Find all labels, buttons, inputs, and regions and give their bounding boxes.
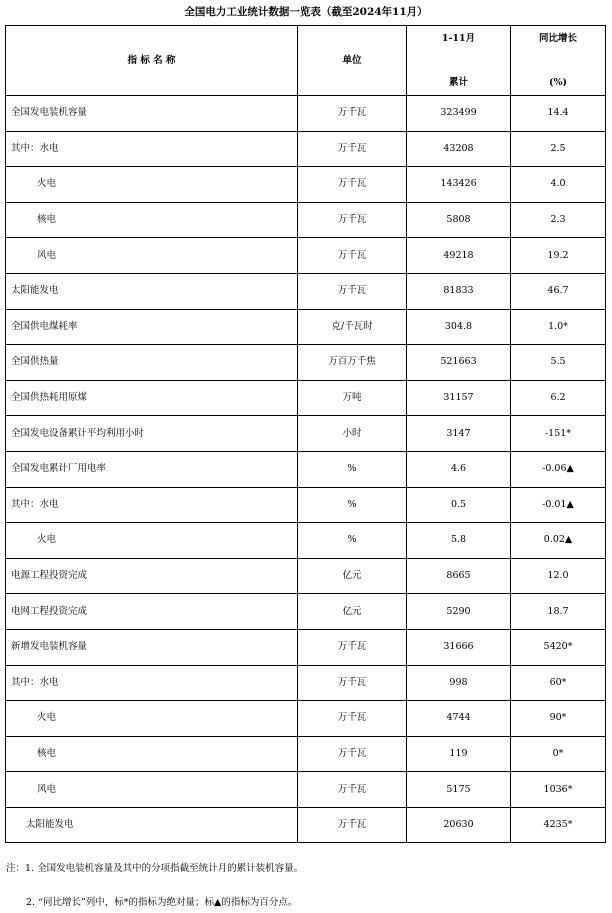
unit-cell: 小时 [298,416,407,452]
indicator-name: 全国发电设备累计平均利用小时 [6,416,298,452]
unit-cell: 万千瓦 [298,167,407,203]
unit-cell: 万千瓦 [298,202,407,238]
indicator-name: 其中：水电 [6,665,298,701]
indicator-name: 新增发电装机容量 [6,629,298,665]
indicator-name: 火电 [6,523,298,559]
unit-cell: 万千瓦 [298,629,407,665]
unit-cell: 亿元 [298,558,407,594]
indicator-name: 全国供热量 [6,345,298,381]
indicator-name: 电网工程投资完成 [6,594,298,630]
indicator-name: 其中：水电 [6,131,298,167]
unit-cell: 万百万千焦 [298,345,407,381]
growth-cell: 4235* [511,807,606,843]
growth-cell: 12.0 [511,558,606,594]
value-cell: 5290 [407,594,511,630]
unit-cell: % [298,487,407,523]
value-cell: 31666 [407,629,511,665]
growth-cell: 4.0 [511,167,606,203]
value-cell: 81833 [407,273,511,309]
value-cell: 3147 [407,416,511,452]
unit-cell: 万千瓦 [298,96,407,132]
header-growth-line2: (%) [548,76,568,88]
table-row [6,96,606,132]
growth-cell: 19.2 [511,238,606,274]
growth-cell: 0* [511,736,606,772]
table-row [6,345,606,381]
indicator-name: 火电 [6,701,298,737]
unit-cell: 万吨 [298,380,407,416]
growth-cell: -151* [511,416,606,452]
growth-cell: 60* [511,665,606,701]
table-row [6,451,606,487]
statistics-table [5,25,606,843]
indicator-name: 电源工程投资完成 [6,558,298,594]
value-cell: 8665 [407,558,511,594]
header-growth [511,26,606,96]
table-row [6,238,606,274]
header-period-line1: 1-11月 [441,32,476,44]
growth-cell: 46.7 [511,273,606,309]
value-cell: 49218 [407,238,511,274]
value-cell: 5175 [407,772,511,808]
unit-cell: 亿元 [298,594,407,630]
indicator-name: 全国供热耗用原煤 [6,380,298,416]
value-cell: 119 [407,736,511,772]
header-indicator-name: 指 标 名 称 [6,26,298,96]
value-cell: 31157 [407,380,511,416]
table-title: 全国电力工业统计数据一览表（截至2024年11月） [184,6,428,18]
growth-cell: 14.4 [511,96,606,132]
table-header-row [6,26,606,96]
growth-cell: 1036* [511,772,606,808]
indicator-name: 风电 [6,772,298,808]
unit-cell: % [298,523,407,559]
growth-cell: 90* [511,701,606,737]
table-row [6,131,606,167]
table-row [6,523,606,559]
unit-cell: 万千瓦 [298,701,407,737]
table-row [6,309,606,345]
indicator-name: 太阳能发电 [6,807,298,843]
value-cell: 4.6 [407,451,511,487]
table-row [6,665,606,701]
value-cell: 20630 [407,807,511,843]
table-row [6,701,606,737]
value-cell: 521663 [407,345,511,381]
unit-cell: 克/千瓦时 [298,309,407,345]
table-row [6,202,606,238]
table-row [6,487,606,523]
value-cell: 323499 [407,96,511,132]
value-cell: 4744 [407,701,511,737]
value-cell: 43208 [407,131,511,167]
value-cell: 5.8 [407,523,511,559]
table-row [6,772,606,808]
indicator-name: 火电 [6,167,298,203]
unit-cell: 万千瓦 [298,807,407,843]
growth-cell: -0.01▲ [511,487,606,523]
growth-cell: 6.2 [511,380,606,416]
value-cell: 5808 [407,202,511,238]
growth-cell: 2.5 [511,131,606,167]
unit-cell: 万千瓦 [298,131,407,167]
table-row [6,807,606,843]
header-growth-line1: 同比增长 [538,32,577,44]
table-row [6,558,606,594]
indicator-name: 核电 [6,736,298,772]
growth-cell: 5.5 [511,345,606,381]
unit-cell: 万千瓦 [298,772,407,808]
growth-cell: 1.0* [511,309,606,345]
footnote-2: 2. “同比增长”列中，标*的指标为绝对量；标▲的指标为百分点。 [26,897,298,908]
indicator-name: 风电 [6,238,298,274]
header-period [407,26,511,96]
indicator-name: 全国发电累计厂用电率 [6,451,298,487]
unit-cell: 万千瓦 [298,736,407,772]
unit-cell: % [298,451,407,487]
value-cell: 143426 [407,167,511,203]
table-row [6,736,606,772]
growth-cell: 18.7 [511,594,606,630]
indicator-name: 全国发电装机容量 [6,96,298,132]
table-row [6,273,606,309]
table-row [6,629,606,665]
unit-cell: 万千瓦 [298,665,407,701]
growth-cell: 0.02▲ [511,523,606,559]
unit-cell: 万千瓦 [298,238,407,274]
value-cell: 0.5 [407,487,511,523]
indicator-name: 其中：水电 [6,487,298,523]
table-row [6,380,606,416]
value-cell: 998 [407,665,511,701]
indicator-name: 核电 [6,202,298,238]
growth-cell: 2.3 [511,202,606,238]
indicator-name: 全国供电煤耗率 [6,309,298,345]
table-row [6,416,606,452]
table-row [6,167,606,203]
header-period-line2: 累计 [448,76,468,88]
unit-cell: 万千瓦 [298,273,407,309]
growth-cell: -0.06▲ [511,451,606,487]
footnote-1: 注：1. 全国发电装机容量及其中的分项指截至统计月的累计装机容量。 [6,863,304,874]
growth-cell: 5420* [511,629,606,665]
header-unit: 单位 [298,26,407,96]
indicator-name: 太阳能发电 [6,273,298,309]
table-row [6,594,606,630]
value-cell: 304.8 [407,309,511,345]
